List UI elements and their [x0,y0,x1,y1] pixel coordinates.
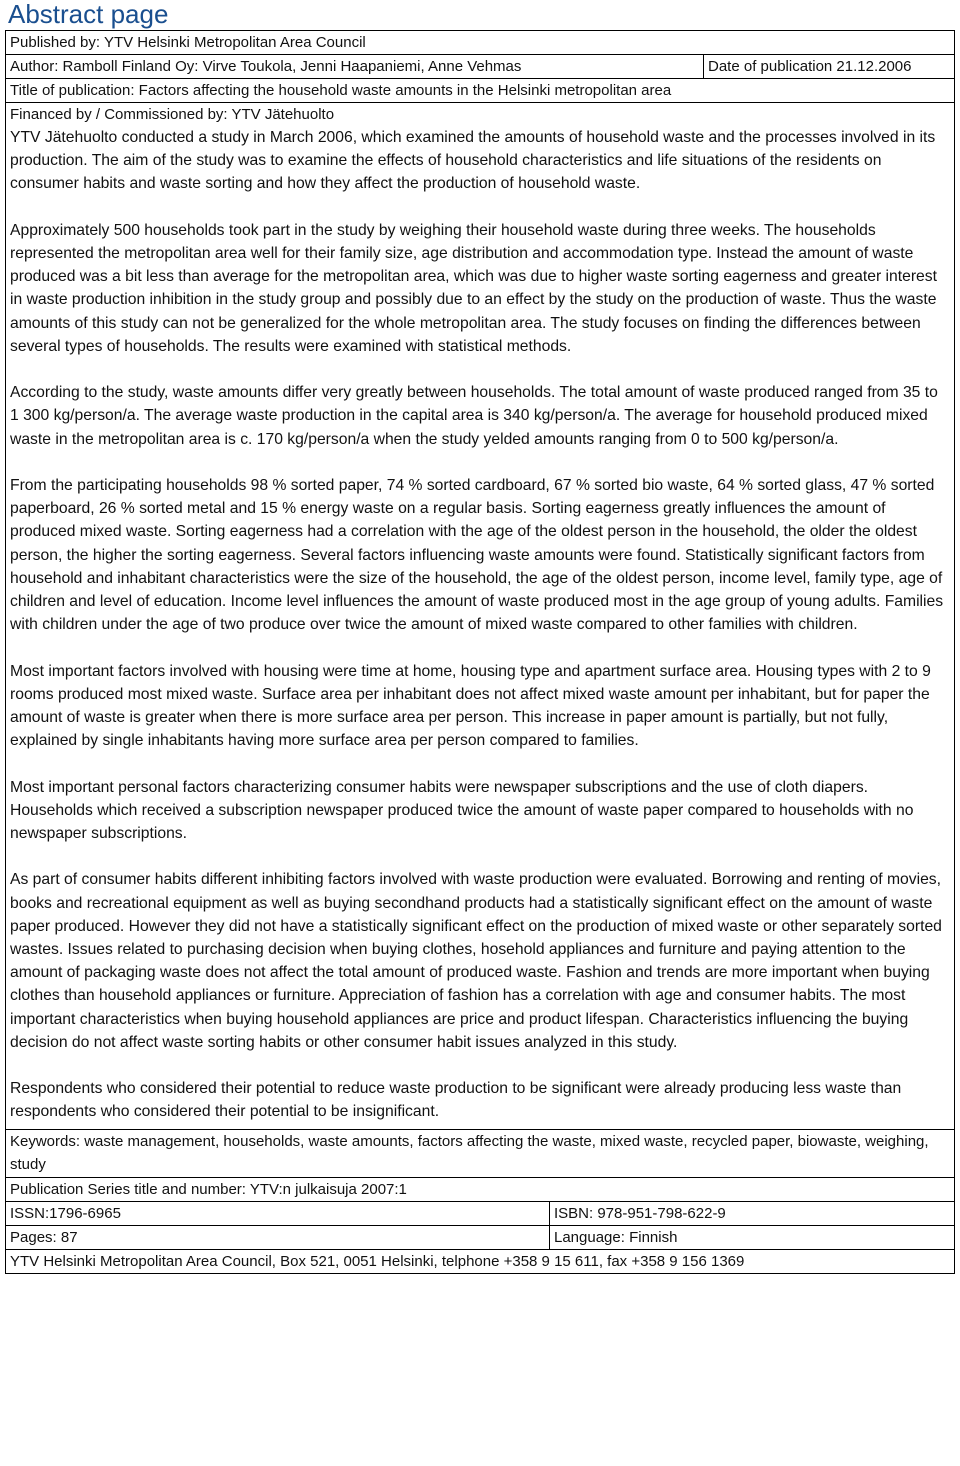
abstract-row [6,103,954,1130]
abstract-paragraph: According to the study, waste amounts differ very greatly between households. The total amount of waste produced ranged from 35 to 1 300 kg/person/a. The average waste production in the capital area is 340 kg/person/a. The average for household produced mixed waste in the metropolitan area is c. 170 kg/person/a when the study yelded amounts ranging from 0 to 500 kg/person/a. [10,384,938,448]
series-field: Publication Series title and number: YTV:n julkaisuja 2007:1 [10,1180,407,1198]
publication-title-field: Title of publication: Factors affecting the household waste amounts in the Helsinki metropolitan area [10,82,672,99]
issn-field: ISSN:1796-6965 [10,1204,121,1222]
abstract-paragraph: As part of consumer habits different inhibiting factors involved with waste production were evaluated. Borrowing and renting of movies, books and recreational equipment as well as buying secondhand products had a statistically significant effect on the amount of waste paper produced. However they did not have a statistically significant effect on the production of mixed waste or other separately sorted wastes. Issues related to purchasing decision when buying clothes, hosehold appliances and furniture and paying attention to the amount of packaging waste does not affect the total amount of produced waste. Fashion and trends are more important when buying clothes than household appliances or furniture. Appreciation of fashion has a correlation with age and consumer habits. The most important characteristics when buying household appliances are price and product lifespan. Characteristics influencing the buying decision do not affect waste sorting habits or other consumer habit issues analyzed in this study. [10,871,942,1051]
abstract-paragraph: Respondents who considered their potential to reduce waste production to be significant were already producing less waste than respondents who considered their potential to be insignificant. [10,1080,902,1121]
publisher-field: Published by: YTV Helsinki Metropolitan Area Council [10,34,366,51]
publication-date-field: Date of publication 21.12.2006 [703,55,954,78]
contact-field: YTV Helsinki Metropolitan Area Council, Box 521, 0051 Helsinki, telphone +358 9 15 611, fax +358 9 156 1369 [10,1252,745,1270]
abstract-paragraph: YTV Jätehuolto conducted a study in March 2006, which examined the amounts of household waste and the processes involved in its production. The aim of the study was to examine the effects of household characteristics and life situations of the residents on consumer habits and waste sorting and how they affect the production of household waste. [10,129,936,193]
abstract-text [6,126,954,1124]
abstract-paragraph: Most important personal factors characterizing consumer habits were newspaper subscriptions and the use of cloth diapers. Households which received a subscription newspaper produced twice the amount of waste paper compared to households with no newspaper subscriptions. [10,778,914,843]
isbn-field: ISBN: 978-951-798-622-9 [549,1202,954,1225]
series-row [6,1178,954,1202]
abstract-paragraph: Most important factors involved with housing were time at home, housing type and apartment surface area. Housing types with 2 to 9 rooms produced most mixed waste. Surface area per inhabitant does not affect mixed waste amount per inhabitant, but for paper the amount of waste is greater when there is more surface area per person. This increase in paper amount is partially, but not fully, explained by single inhabitants having more surface area per person compared to families. [10,662,931,750]
pages-field: Pages: 87 [10,1228,78,1246]
author-row [6,55,954,79]
page-title: Abstract page [8,0,169,29]
author-field: Author: Ramboll Finland Oy: Virve Toukola, Jenni Haapaniemi, Anne Vehmas [10,58,522,75]
publication-title-row [6,79,954,103]
keywords-field: Keywords: waste management, households, waste amounts, factors affecting the waste, mixed waste, recycled paper, biowaste, weighing, study [10,1132,929,1173]
pages-row [6,1226,954,1250]
issn-row [6,1202,954,1226]
abstract-paragraph: Approximately 500 households took part in the study by weighing their household waste during three weeks. The households represented the metropolitan area well for their family size, age distribution and accommodation type. Instead the amount of waste produced was a bit less than average for the metropolitan area, which was due to higher waste sorting eagerness and greater interest in waste production inhibition in the study group and possibly due to an effect by the study on the production of waste. Thus the waste amounts of this study can not be generalized for the whole metropolitan area. The study focuses on finding the differences between several types of households. The results were examined with statistical methods. [10,221,937,355]
contact-row [6,1250,954,1274]
financed-by-field: Financed by / Commissioned by: YTV Jätehuolto [10,106,335,123]
language-field: Language: Finnish [549,1226,954,1249]
abstract-form [5,30,955,1274]
abstract-paragraph: From the participating households 98 % sorted paper, 74 % sorted cardboard, 67 % sorted bio waste, 64 % sorted glass, 47 % sorted paperboard, 26 % sorted metal and 15 % energy waste on a regular basis. Sorting eagerness greatly influences the amount of produced mixed waste. Sorting eagerness had a correlation with the age of the oldest person in the household, the older the oldest person, the higher the sorting eagerness. Several factors influencing waste amounts were found. Statistically significant factors from household and inhabitant characteristics were the size of the household, the age of the oldest person, income level, family type, age of children and level of education. Income level influences the amount of waste produced most in the age group of young adults. Families with children under the age of two produce over twice the amount of mixed waste compared to other families with children. [10,477,944,634]
publisher-row [6,31,954,55]
keywords-row [6,1130,954,1178]
